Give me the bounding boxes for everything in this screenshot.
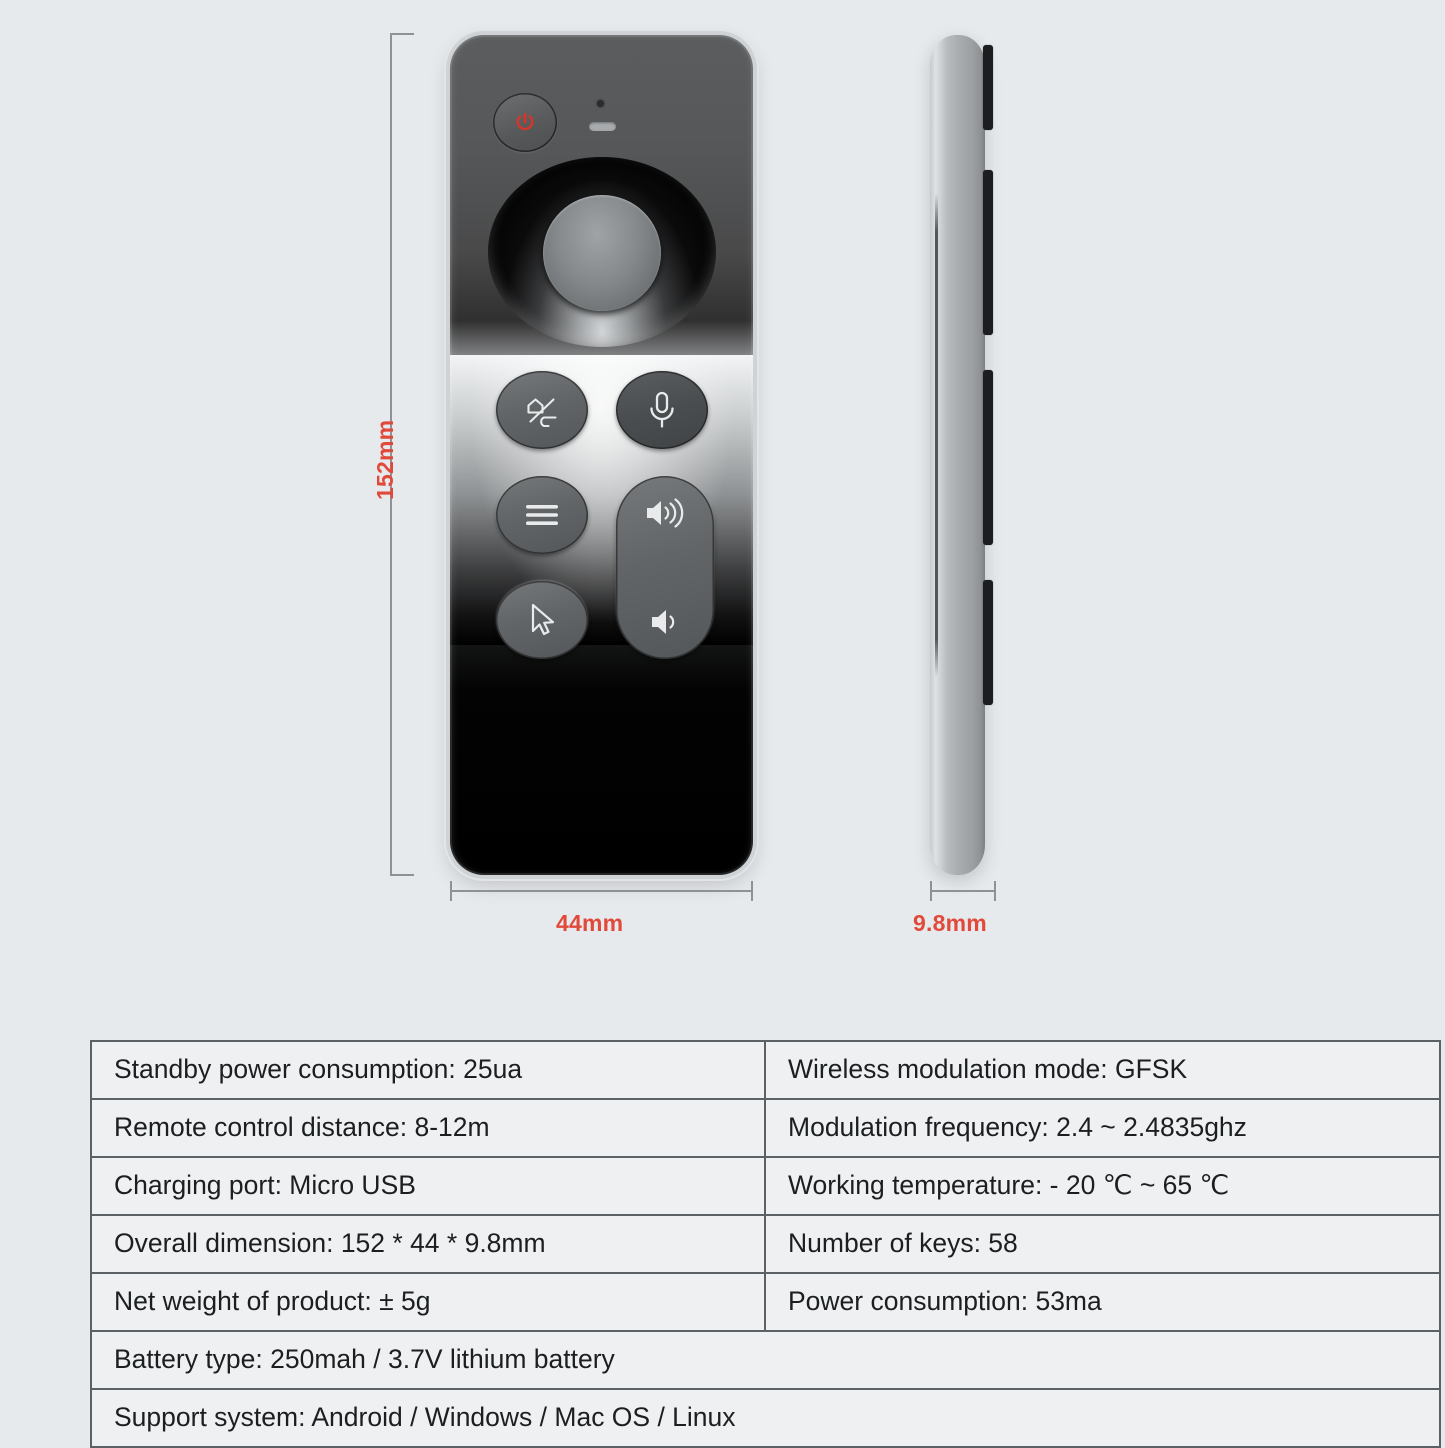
home-back-button[interactable] (496, 371, 588, 449)
led-indicator-icon (597, 100, 604, 107)
spec-cell: Power consumption: 53ma (765, 1273, 1440, 1331)
spec-cell-full-width: Support system: Android / Windows / Mac OS / Linux (91, 1389, 1440, 1447)
table-row (91, 1041, 1440, 1099)
spec-cell: Remote control distance: 8-12m (91, 1099, 765, 1157)
side-edge-segment (983, 580, 993, 705)
pointer-button[interactable] (496, 581, 588, 659)
remote-side-view (930, 35, 985, 875)
volume-up-icon (642, 496, 688, 530)
side-seam-line (935, 193, 938, 677)
remote-front-view (450, 35, 753, 875)
menu-hamburger-icon (522, 502, 562, 528)
dimension-line-width (450, 890, 753, 892)
dimension-cap-bottom (390, 874, 414, 876)
volume-down-button[interactable] (647, 605, 683, 639)
dimension-label-height: 152mm (372, 419, 398, 500)
table-row (91, 1331, 1440, 1389)
dimension-label-thickness: 9.8mm (913, 910, 987, 936)
spec-cell: Wireless modulation mode: GFSK (765, 1041, 1440, 1099)
microphone-icon (644, 388, 680, 432)
spec-table-body (91, 1041, 1440, 1447)
spec-cell: Modulation frequency: 2.4 ~ 2.4835ghz (765, 1099, 1440, 1157)
home-back-icon (519, 387, 565, 433)
dimension-cap-right-width (751, 881, 753, 901)
spec-cell-full-width: Battery type: 250mah / 3.7V lithium battery (91, 1331, 1440, 1389)
table-row (91, 1389, 1440, 1447)
side-edge-segment (983, 370, 993, 545)
volume-up-button[interactable] (642, 496, 688, 530)
ir-window-icon (589, 122, 616, 131)
power-icon (513, 111, 537, 135)
specification-table (90, 1040, 1441, 1448)
table-row (91, 1099, 1440, 1157)
power-button[interactable] (493, 93, 557, 152)
spec-cell: Standby power consumption: 25ua (91, 1041, 765, 1099)
spec-cell: Working temperature: - 20 ℃ ~ 65 ℃ (765, 1157, 1440, 1215)
spec-cell: Overall dimension: 152 * 44 * 9.8mm (91, 1215, 765, 1273)
dimension-cap-right-thickness (994, 881, 996, 901)
cursor-pointer-icon (525, 601, 559, 639)
circular-touchpad[interactable] (488, 157, 716, 347)
menu-button[interactable] (496, 476, 588, 554)
table-row (91, 1157, 1440, 1215)
volume-rocker[interactable] (616, 476, 714, 659)
ok-center-button[interactable] (543, 195, 661, 311)
table-row (91, 1215, 1440, 1273)
side-edge-segment (983, 45, 993, 130)
microphone-button[interactable] (616, 371, 708, 449)
table-row (91, 1273, 1440, 1331)
dimension-line-thickness (930, 890, 996, 892)
side-edge-segment (983, 170, 993, 335)
dimension-label-width: 44mm (556, 910, 624, 936)
dimension-cap-top (390, 33, 414, 35)
spec-cell: Number of keys: 58 (765, 1215, 1440, 1273)
spec-cell: Net weight of product: ± 5g (91, 1273, 765, 1331)
volume-down-icon (647, 605, 683, 639)
spec-cell: Charging port: Micro USB (91, 1157, 765, 1215)
